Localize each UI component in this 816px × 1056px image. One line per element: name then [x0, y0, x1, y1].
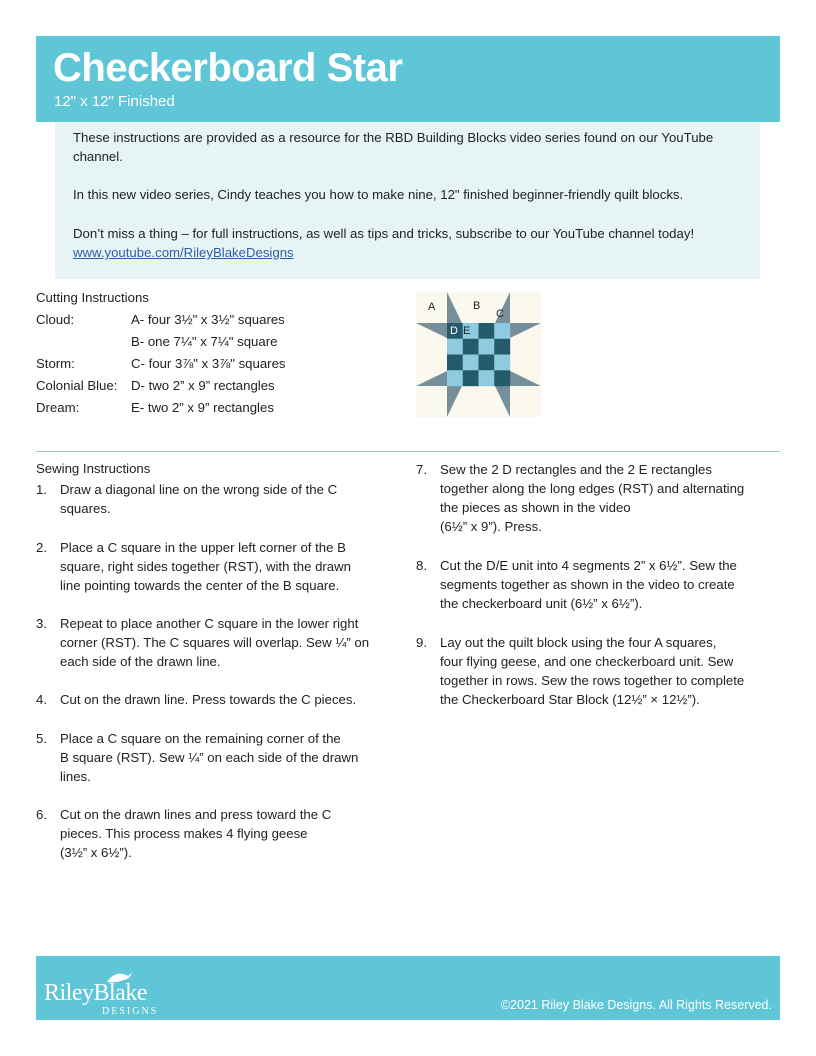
- step-text-line: lines.: [60, 769, 91, 784]
- cutting-value: E- two 2” x 9” rectangles: [131, 400, 274, 415]
- checker-square: [447, 339, 463, 355]
- step-text-line: Lay out the quilt block using the four A squares,: [440, 635, 717, 650]
- step-text-line: Place a C square on the remaining corner of the: [60, 731, 341, 746]
- step-text-line: Place a C square in the upper left corner of the B: [60, 540, 346, 555]
- step-text-line: the pieces as shown in the video: [440, 500, 631, 515]
- step-text-line: the checkerboard unit (6½” x 6½”).: [440, 596, 643, 611]
- title-banner: [36, 36, 780, 122]
- checker-square: [479, 355, 495, 371]
- step-number: 3.: [36, 616, 47, 631]
- copyright-text: ©2021 Riley Blake Designs. All Rights Reserved.: [500, 998, 772, 1012]
- youtube-link[interactable]: www.youtube.com/RileyBlakeDesigns: [73, 245, 294, 260]
- logo-subtext: DESIGNS: [102, 1006, 159, 1017]
- step-text-line: each side of the drawn line.: [60, 654, 221, 669]
- checker-square: [494, 355, 510, 371]
- quilt-block-svg: [416, 292, 541, 417]
- step-number: 6.: [36, 807, 47, 822]
- cutting-title: Cutting Instructions: [36, 290, 149, 305]
- step-text-line: segments together as shown in the video to create: [440, 577, 735, 592]
- step-number: 9.: [416, 635, 427, 650]
- cutting-fabric-label: Cloud:: [36, 312, 75, 327]
- step-number: 2.: [36, 540, 47, 555]
- checker-square: [463, 355, 479, 371]
- cutting-value: B- one 7¼" x 7¼" square: [131, 334, 278, 349]
- step-text-line: together along the long edges (RST) and alternating: [440, 481, 745, 496]
- checker-square: [463, 339, 479, 355]
- step-text-line: B square (RST). Sew ¼” on each side of the drawn: [60, 750, 359, 765]
- checker-square: [494, 323, 510, 339]
- intro-paragraph-3: [73, 224, 733, 262]
- step-text-line: Cut the D/E unit into 4 segments 2” x 6½”. Sew the: [440, 558, 737, 573]
- intro-paragraph-1: These instructions are provided as a resource for the RBD Building Blocks video series found on our YouTube channel.: [73, 130, 714, 164]
- checker-square: [447, 355, 463, 371]
- intro-paragraph-3-text: Don’t miss a thing – for full instructions, as well as tips and tricks, subscribe to our YouTube channel today!: [73, 226, 695, 241]
- step-number: 4.: [36, 692, 47, 707]
- cutting-fabric-label: Storm:: [36, 356, 75, 371]
- label-c: C: [496, 308, 504, 320]
- cutting-fabric-label: Colonial Blue:: [36, 378, 118, 393]
- checker-square: [479, 339, 495, 355]
- page-title: Checkerboard Star: [53, 46, 403, 90]
- cutting-fabric-label: Dream:: [36, 400, 80, 415]
- checker-square: [479, 323, 495, 339]
- sewing-title: Sewing Instructions: [36, 461, 151, 476]
- page-subtitle: 12" x 12" Finished: [54, 93, 175, 110]
- cutting-value: C- four 3⅞" x 3⅞" squares: [131, 356, 286, 371]
- step-text-line: Cut on the drawn line. Press towards the C pieces.: [60, 692, 357, 707]
- checker-square: [479, 370, 495, 386]
- step-text-line: Sew the 2 D rectangles and the 2 E rectangles: [440, 462, 712, 477]
- checker-square: [494, 370, 510, 386]
- intro-paragraph-2: In this new video series, Cindy teaches you how to make nine, 12" finished beginner-friendly quilt blocks.: [73, 187, 684, 202]
- step-number: 5.: [36, 731, 47, 746]
- step-text-line: (6½” x 9”). Press.: [440, 519, 542, 534]
- cutting-row: [36, 311, 285, 329]
- footer-banner: [36, 956, 780, 1020]
- label-d: D: [450, 325, 458, 337]
- label-a: A: [428, 301, 436, 313]
- step-text-line: line pointing towards the center of the B square.: [60, 578, 340, 593]
- intro-box: [55, 122, 760, 279]
- step-text-line: Draw a diagonal line on the wrong side of the C: [60, 482, 338, 497]
- cutting-row: [36, 355, 286, 373]
- label-b: B: [473, 300, 481, 312]
- cutting-value: A- four 3½" x 3½" squares: [131, 312, 285, 327]
- cutting-value: D- two 2” x 9” rectangles: [131, 378, 275, 393]
- quilt-block-diagram: [416, 292, 541, 417]
- step-text-line: the Checkerboard Star Block (12½” × 12½”).: [440, 692, 700, 707]
- step-text-line: four flying geese, and one checkerboard unit. Sew: [440, 654, 734, 669]
- step-number: 1.: [36, 482, 47, 497]
- step-text-line: corner (RST). The C squares will overlap. Sew ¼” on: [60, 635, 370, 650]
- step-text-line: pieces. This process makes 4 flying geese: [60, 826, 308, 841]
- label-e: E: [463, 325, 471, 337]
- step-number: 7.: [416, 462, 427, 477]
- step-text-line: together in rows. Sew the rows together to complete: [440, 673, 745, 688]
- section-divider: [36, 451, 780, 452]
- checker-square: [447, 370, 463, 386]
- step-text-line: (3½” x 6½”).: [60, 845, 132, 860]
- cutting-row: [36, 333, 277, 351]
- cutting-row: [36, 377, 275, 395]
- cutting-row: [36, 399, 274, 417]
- step-text-line: Cut on the drawn lines and press toward the C: [60, 807, 332, 822]
- checker-square: [494, 339, 510, 355]
- logo-text: RileyBlake: [44, 980, 147, 1006]
- checker-square: [463, 370, 479, 386]
- riley-blake-logo: [44, 974, 194, 1018]
- step-number: 8.: [416, 558, 427, 573]
- step-text-line: squares.: [60, 501, 111, 516]
- step-text-line: Repeat to place another C square in the lower right: [60, 616, 359, 631]
- step-text-line: square, right sides together (RST), with the drawn: [60, 559, 351, 574]
